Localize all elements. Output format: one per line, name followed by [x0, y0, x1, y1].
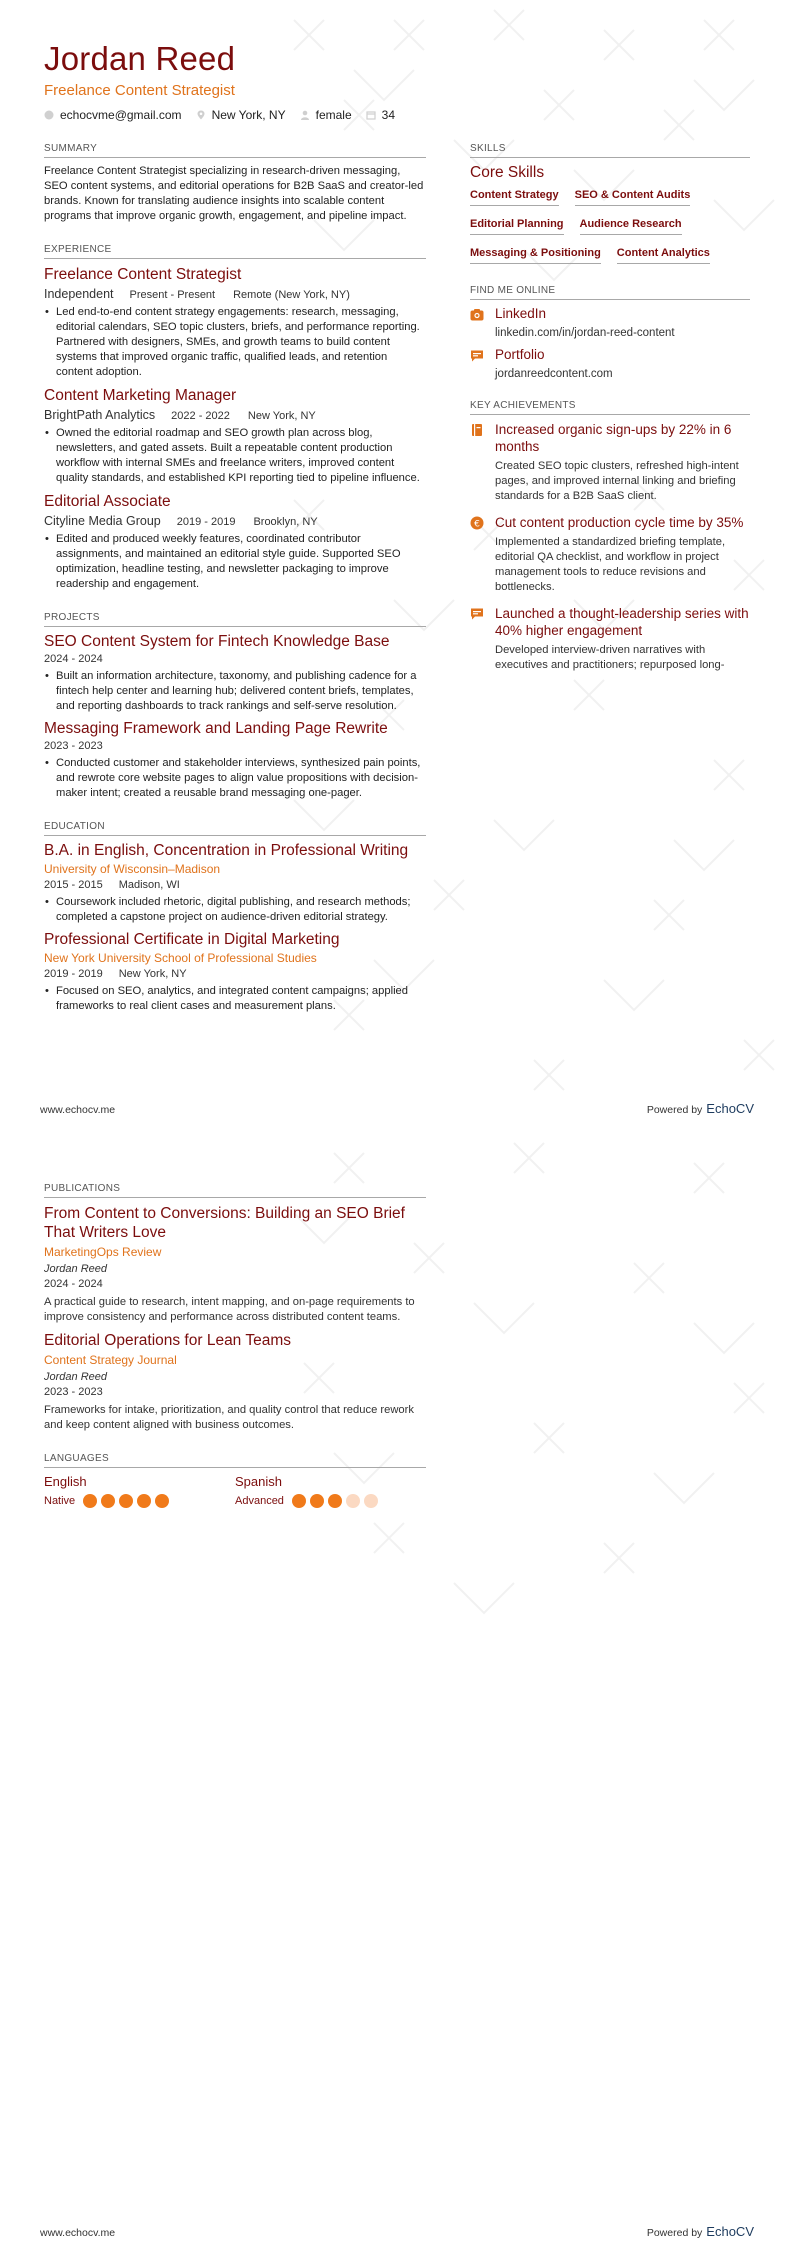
achievement-desc: Created SEO topic clusters, refreshed high-intent pages, and improved internal linking and briefing standards for a B2B SaaS client.: [495, 460, 739, 502]
publication-entry: [44, 1204, 426, 1325]
camera-icon: [470, 308, 484, 322]
online-url[interactable]: jordanreedcontent.com: [495, 368, 613, 380]
job-bullet: • Owned the editorial roadmap and SEO growth plan across blog, newsletters, and gated assets. Built a repeatable content production workflow with internal SMEs and freelance writers, improved content quality standards, and established KPI reporting tied to pipeline influence.: [44, 426, 426, 486]
education-entry: [44, 931, 426, 1014]
rating-dot-filled: [101, 1494, 115, 1508]
job-bullets: [44, 426, 426, 486]
online-heading: FIND ME ONLINE: [470, 285, 750, 300]
summary-heading: SUMMARY: [44, 143, 426, 158]
skill-group-title: Core Skills: [470, 164, 545, 181]
job-title: Editorial Associate: [44, 493, 171, 510]
contact-gender: [300, 108, 352, 122]
job-entry: [44, 493, 426, 592]
coin-icon: [470, 516, 484, 530]
age-text: 34: [381, 108, 395, 122]
language-item: [235, 1474, 426, 1508]
book-icon: [470, 423, 484, 437]
contact-email[interactable]: [44, 108, 182, 122]
languages-heading: LANGUAGES: [44, 1453, 426, 1468]
achievement-title: Increased organic sign-ups by 22% in 6 months: [495, 422, 732, 454]
rating-dot-empty: [346, 1494, 360, 1508]
languages-row: [44, 1474, 426, 1508]
language-rating: [292, 1494, 382, 1508]
project-dates: 2023 - 2023: [44, 740, 103, 752]
powered-by-text: Powered by: [646, 2227, 703, 2239]
skills-heading: SKILLS: [470, 143, 750, 158]
skill-tag: Editorial Planning: [470, 215, 564, 235]
job-dates: Present - Present: [129, 289, 216, 301]
achievement-desc: Implemented a standardized briefing template, editorial QA checklist, and workflow in project management tools to reduce revisions and bottlenecks.: [495, 536, 726, 593]
online-name: LinkedIn: [495, 306, 547, 321]
education-dates: 2015 - 2015: [44, 879, 103, 891]
achievement-title: Cut content production cycle time by 35%: [495, 515, 744, 530]
language-rating: [83, 1494, 173, 1508]
brand-logo: EchoCV: [706, 1101, 754, 1116]
experience-section: [44, 244, 426, 592]
contact-location: [196, 108, 286, 122]
calendar-icon: [366, 110, 376, 120]
summary-text: Freelance Content Strategist specializing in research-driven messaging, SEO content systems, and editorial operations for B2B SaaS and creator-led brands. Known for translating audience insights into scalable content programs that improve organic growth, engagement, and pipeline impact.: [44, 165, 424, 222]
skill-tag: Audience Research: [580, 215, 682, 235]
online-url[interactable]: linkedin.com/in/jordan-reed-content: [495, 327, 675, 339]
achievement-desc: Developed interview-driven narratives with executives and practitioners; repurposed long-: [495, 644, 725, 671]
location-text: New York, NY: [211, 108, 286, 122]
skill-tag: Content Strategy: [470, 186, 559, 206]
publications-heading: PUBLICATIONS: [44, 1183, 426, 1198]
job-company: BrightPath Analytics: [44, 408, 156, 422]
project-dates: 2024 - 2024: [44, 653, 103, 665]
job-location: Brooklyn, NY: [253, 516, 318, 528]
svg-text:€: €: [474, 519, 480, 530]
rating-dot-filled: [137, 1494, 151, 1508]
online-section: [470, 285, 750, 380]
email-text: echocvme@gmail.com: [60, 108, 182, 122]
skill-tag: Messaging & Positioning: [470, 244, 601, 264]
achievements-section: [470, 400, 750, 673]
online-item-linkedin[interactable]: [470, 306, 750, 339]
education-degree: Professional Certificate in Digital Marketing: [44, 931, 340, 948]
publication-desc: Frameworks for intake, prioritization, and quality control that reduce rework and keep content aligned with business outcomes.: [44, 1404, 414, 1431]
project-entry: [44, 720, 426, 801]
publication-publisher: Content Strategy Journal: [44, 1353, 177, 1367]
project-bullets: [44, 669, 426, 714]
education-location: New York, NY: [118, 968, 187, 980]
contact-age: [366, 108, 395, 122]
project-bullet: • Conducted customer and stakeholder interviews, synthesized pain points, and rewrote core website pages to align value propositions with decision-maker intent; created a reusable brand messaging one-pager.: [44, 756, 426, 801]
achievement-item: [470, 605, 750, 673]
language-level: Native: [44, 1495, 76, 1507]
job-meta: [44, 287, 426, 301]
job-company: Cityline Media Group: [44, 514, 161, 528]
education-entry: [44, 842, 426, 925]
job-dates: 2022 - 2022: [171, 410, 230, 422]
education-bullet: • Coursework included rhetoric, digital publishing, and research methods; completed a capstone project on audience-driven editorial strategy.: [44, 895, 426, 925]
education-meta: [44, 879, 426, 891]
publication-title: Editorial Operations for Lean Teams: [44, 1332, 291, 1349]
education-school: New York University School of Professional Studies: [44, 951, 317, 965]
rating-dot-filled: [292, 1494, 306, 1508]
job-bullets: [44, 532, 426, 592]
publication-author: Jordan Reed: [44, 1371, 107, 1383]
rating-dot-filled: [155, 1494, 169, 1508]
rating-dot-filled: [119, 1494, 133, 1508]
publication-publisher: MarketingOps Review: [44, 1245, 162, 1259]
right-column: [470, 143, 750, 673]
job-meta: [44, 514, 426, 528]
left-column-page-2: [44, 1183, 426, 1508]
skill-tags: [470, 186, 750, 273]
language-level: Advanced: [235, 1495, 284, 1507]
candidate-name: Jordan Reed: [44, 40, 236, 77]
experience-heading: EXPERIENCE: [44, 244, 426, 259]
job-location: New York, NY: [247, 410, 316, 422]
job-title: Freelance Content Strategist: [44, 266, 242, 283]
footer-site[interactable]: www.echocv.me: [40, 2227, 116, 2239]
job-company: Independent: [44, 287, 114, 301]
rating-dot-empty: [364, 1494, 378, 1508]
gender-text: female: [315, 108, 352, 122]
publications-section: [44, 1183, 426, 1433]
online-item-portfolio[interactable]: [470, 347, 750, 380]
job-bullet: • Led end-to-end content strategy engagements: research, messaging, editorial calendars, SEO topic clusters, briefs, and performance reporting. Partnered with designers, SMEs, and growth teams to build content systems that improved organic traffic, qualified leads, and retention content adoption.: [44, 305, 426, 380]
education-bullets: [44, 895, 426, 925]
rating-dot-filled: [310, 1494, 324, 1508]
publication-author: Jordan Reed: [44, 1263, 107, 1275]
projects-heading: PROJECTS: [44, 612, 426, 627]
education-degree: B.A. in English, Concentration in Professional Writing: [44, 842, 409, 859]
publication-dates: 2023 - 2023: [44, 1386, 103, 1398]
summary-section: [44, 143, 426, 224]
education-meta: [44, 968, 426, 980]
language-level-row: [44, 1494, 235, 1508]
brand-logo: EchoCV: [706, 2224, 754, 2239]
publication-dates: 2024 - 2024: [44, 1278, 103, 1290]
job-location: Remote (New York, NY): [233, 289, 350, 301]
education-location: Madison, WI: [118, 879, 180, 891]
job-entry: [44, 266, 426, 380]
job-bullet: • Edited and produced weekly features, coordinated contributor assignments, and maintained an editorial style guide. Supported SEO optimization, headline testing, and newsletter packaging to improve readership and engagement.: [44, 532, 426, 592]
achievement-title: Launched a thought-leadership series with 40% higher engagement: [495, 606, 749, 638]
email-icon: [44, 110, 54, 120]
publication-entry: [44, 1331, 426, 1433]
footer-site[interactable]: www.echocv.me: [40, 1104, 116, 1116]
skills-section: [470, 143, 750, 273]
job-dates: 2019 - 2019: [176, 516, 236, 528]
language-name: English: [44, 1474, 87, 1489]
education-heading: EDUCATION: [44, 821, 426, 836]
achievement-item: [470, 421, 750, 504]
job-bullets: [44, 305, 426, 380]
footer-powered: [647, 2224, 754, 2239]
publication-desc: A practical guide to research, intent mapping, and on-page requirements to improve consistency and performance across distributed content teams.: [44, 1296, 415, 1323]
language-item: [44, 1474, 235, 1508]
rating-dot-filled: [83, 1494, 97, 1508]
education-bullet: • Focused on SEO, analytics, and integrated content campaigns; applied frameworks to real client cases and measurement plans.: [44, 984, 426, 1014]
projects-section: [44, 612, 426, 801]
job-meta: [44, 408, 426, 422]
skill-tag: SEO & Content Audits: [575, 186, 691, 206]
location-pin-icon: [196, 110, 206, 120]
publication-title: From Content to Conversions: Building an SEO Brief That Writers Love: [44, 1205, 405, 1241]
skill-tag: Content Analytics: [617, 244, 710, 264]
project-title: SEO Content System for Fintech Knowledge Base: [44, 633, 390, 650]
chat-icon: [470, 607, 484, 621]
rating-dot-filled: [328, 1494, 342, 1508]
language-level-row: [235, 1494, 426, 1508]
languages-section: [44, 1453, 426, 1508]
project-bullet: • Built an information architecture, taxonomy, and publishing cadence for a fintech help center and learning hub; delivered content briefs, templates, and reporting dashboards to track rankings and self-serve resolution.: [44, 669, 426, 714]
education-bullets: [44, 984, 426, 1014]
job-entry: [44, 387, 426, 486]
powered-by-text: Powered by: [646, 1104, 703, 1116]
education-section: [44, 821, 426, 1014]
language-name: Spanish: [235, 1474, 282, 1489]
online-name: Portfolio: [495, 347, 545, 362]
contact-bar: [44, 108, 409, 122]
left-column: [44, 143, 426, 1014]
job-title: Content Marketing Manager: [44, 387, 237, 404]
achievements-heading: KEY ACHIEVEMENTS: [470, 400, 750, 415]
education-school: University of Wisconsin–Madison: [44, 862, 221, 876]
footer-powered: [647, 1101, 754, 1116]
education-dates: 2019 - 2019: [44, 968, 103, 980]
chat-icon: [470, 349, 484, 363]
achievement-item: [470, 514, 750, 595]
project-bullets: [44, 756, 426, 801]
project-title: Messaging Framework and Landing Page Rewrite: [44, 720, 388, 737]
resume-page-2: [0, 1123, 794, 2246]
person-icon: [300, 110, 310, 120]
project-entry: [44, 633, 426, 714]
candidate-role: Freelance Content Strategist: [44, 82, 235, 99]
